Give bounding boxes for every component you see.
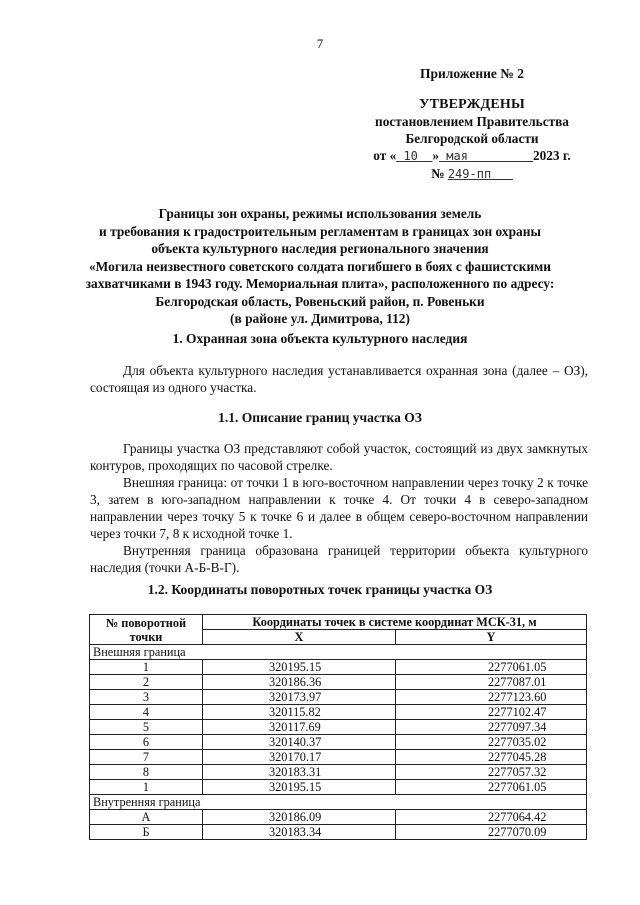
cell-x: 320170.17 (203, 750, 396, 765)
cell-point: 5 (90, 720, 203, 735)
header-x: X (203, 630, 396, 645)
header-point: № поворотной точки (90, 615, 203, 645)
table-header-row (90, 615, 587, 630)
section1-paragraph (90, 362, 588, 396)
cell-point: 1 (90, 660, 203, 675)
title-line: Белгородская область, Ровеньский район, п. Ровеньки (155, 293, 485, 309)
date-month-value: мая (446, 149, 468, 163)
number-value-text: 249-пп (447, 167, 492, 181)
header-coords: Координаты точек в системе координат МСК-31, м (203, 615, 587, 630)
table-group-row (90, 645, 587, 660)
table-row (90, 675, 587, 690)
cell-x: 320183.31 (203, 765, 396, 780)
cell-point: 3 (90, 690, 203, 705)
cell-x: 320186.36 (203, 675, 396, 690)
section1-1-paragraph3 (90, 542, 588, 576)
table-row (90, 690, 587, 705)
section1-1-paragraph2 (90, 474, 588, 542)
cell-point: 7 (90, 750, 203, 765)
section1-heading: 1. Охранная зона объекта культурного наследия (172, 331, 468, 346)
approval-line2: Белгородской области (405, 131, 539, 146)
number-prefix: № (431, 166, 445, 181)
cell-x: 320195.15 (203, 660, 396, 675)
cell-y: 2277061.05 (396, 660, 587, 675)
appendix-label: Приложение № 2 (420, 66, 524, 81)
cell-y: 2277064.42 (396, 810, 587, 825)
title-line: объекта культурного наследия регионального значения (151, 241, 489, 256)
table-group-row (90, 795, 587, 810)
title-line: Границы зон охраны, режимы использования земель (158, 206, 482, 221)
cell-y: 2277057.32 (396, 765, 587, 780)
cell-x: 320183.34 (203, 825, 396, 840)
table-body (90, 645, 587, 840)
approval-date (372, 147, 572, 165)
table-row (90, 705, 587, 720)
cell-x: 320117.69 (203, 720, 396, 735)
table-row (90, 765, 587, 780)
approval-block (372, 96, 572, 183)
cell-y: 2277061.05 (396, 780, 587, 795)
approval-number (372, 165, 572, 183)
title-line: «Могила неизвестного советского солдата погибшего в боях с фашистскими (88, 258, 552, 274)
cell-x: 320195.15 (203, 780, 396, 795)
cell-point: 8 (90, 765, 203, 780)
group-label: Внутренняя граница (90, 795, 587, 810)
table-row (90, 810, 587, 825)
approval-line1: постановлением Правительства (375, 114, 569, 129)
table-row (90, 660, 587, 675)
section1-text: Для объекта культурного наследия устанавливается охранная зона (далее – ОЗ), состоящая из одного участка. (90, 363, 588, 395)
date-month (439, 149, 533, 163)
cell-point: 4 (90, 705, 203, 720)
cell-y: 2277097.34 (396, 720, 587, 735)
date-mid: » (432, 148, 440, 163)
header-y: Y (396, 630, 587, 645)
section1-1-p2-text: Внешняя граница: от точки 1 в юго-восточном направлении через точку 2 к точке 3, затем в юго-западном направлении к точке 4. От точки 4 в северо-западном направлении через точку 5 к точке 6 и далее в общем северо-восточном направлении через точки 7, 8 к исходной точке 1. (90, 475, 588, 541)
document-title (70, 205, 570, 328)
cell-point: 6 (90, 735, 203, 750)
coordinates-table (89, 614, 587, 840)
cell-x: 320186.09 (203, 810, 396, 825)
cell-point: 2 (90, 675, 203, 690)
title-line: и требования к градостроительным регламентам в границах зон охраны (99, 223, 541, 239)
cell-x: 320140.37 (203, 735, 396, 750)
table-row (90, 780, 587, 795)
date-day (396, 149, 432, 163)
cell-y: 2277087.01 (396, 675, 587, 690)
cell-x: 320173.97 (203, 690, 396, 705)
section1-2-heading: 1.2. Координаты поворотных точек границы участка ОЗ (147, 582, 493, 597)
cell-point: Б (90, 825, 203, 840)
date-day-value: 10 (403, 149, 418, 163)
cell-y: 2277102.47 (396, 705, 587, 720)
cell-y: 2277045.28 (396, 750, 587, 765)
cell-x: 320115.82 (203, 705, 396, 720)
number-value (448, 167, 513, 181)
table-row (90, 720, 587, 735)
table-row (90, 750, 587, 765)
table-row (90, 735, 587, 750)
section1-1-heading: 1.1. Описание границ участка ОЗ (218, 410, 422, 425)
cell-y: 2277123.60 (396, 690, 587, 705)
cell-point: 1 (90, 780, 203, 795)
section1-1-paragraph1 (90, 440, 588, 474)
cell-y: 2277035.02 (396, 735, 587, 750)
page-number: 7 (316, 36, 324, 51)
section1-1-p3-text: Внутренняя граница образована границей территории объекта культурного наследия (точки А-Б-В-Г). (90, 543, 588, 575)
cell-point: А (90, 810, 203, 825)
group-label: Внешняя граница (90, 645, 587, 660)
title-line: (в районе ул. Димитрова, 112) (230, 311, 410, 326)
title-line: захватчиками в 1943 году. Мемориальная плита», расположенного по адресу: (85, 276, 555, 291)
date-year: 2023 г. (532, 148, 571, 163)
section1-1-p1-text: Границы участка ОЗ представляют собой участок, состоящий из двух замкнутых контуров, проходящих по часовой стрелке. (90, 441, 588, 473)
approval-heading: УТВЕРЖДЕНЫ (419, 97, 525, 112)
table-row (90, 825, 587, 840)
date-prefix: от « (373, 148, 397, 163)
cell-y: 2277070.09 (396, 825, 587, 840)
